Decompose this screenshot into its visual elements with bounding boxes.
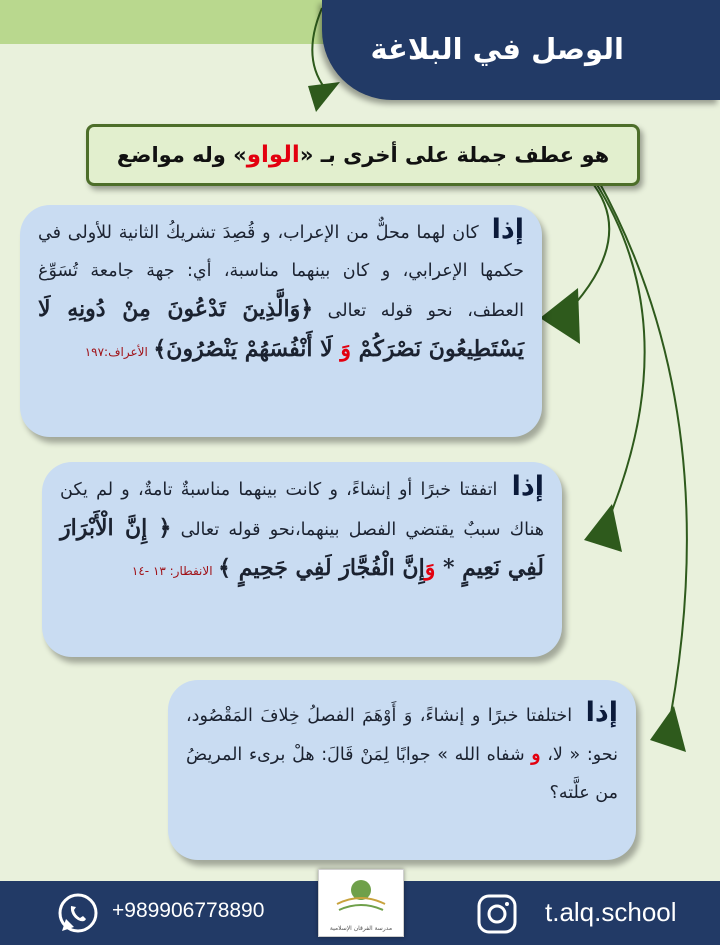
case-lead: إذا xyxy=(511,471,544,502)
definition-before: هو عطف جملة على أخرى بـ « xyxy=(299,143,610,167)
case-lead: إذا xyxy=(585,697,618,728)
arrowhead-icon xyxy=(650,706,686,752)
verse-reference: الأعراف:١٩٧ xyxy=(84,345,148,359)
definition-keyword: الواو xyxy=(246,142,300,168)
footer-bar xyxy=(0,881,720,945)
definition-after: » وله مواضع xyxy=(116,143,247,167)
case-red-waw: و xyxy=(531,743,541,765)
arrowhead-icon xyxy=(308,82,340,112)
phone-number[interactable]: +989906778890 xyxy=(112,899,265,922)
case-text: كان لهما محلٌّ من الإعراب، و قُصِدَ تشريكُ الثانية للأولى في حكمها الإعرابي، و كان بينهما مناسبة، أي: جهة جامعة تُسَوِّغ العطف، نحو قوله تعالى xyxy=(38,223,524,321)
case-card-1 xyxy=(20,205,542,437)
school-logo xyxy=(318,869,404,937)
instagram-handle[interactable]: t.alq.school xyxy=(545,897,677,927)
logo-emblem-icon xyxy=(319,870,403,920)
instagram-icon[interactable] xyxy=(474,891,520,937)
arrowhead-icon xyxy=(584,504,622,552)
case-text: اختلفتا خبرًا و إنشاءً، وَ أَوْهَمَ الفصلُ خِلافَ المَقْصُود، نحو: « لا، xyxy=(186,706,618,765)
case-card-3 xyxy=(168,680,636,860)
case-text-continued: شفاه الله » جوابًا لِمَنْ قَالَ: هلْ برىء المريضُ من علَّته؟ xyxy=(186,745,618,803)
logo-text: مدرسة الفرقان الإسلامية xyxy=(329,925,393,932)
quran-quote: ﴿وَالَّذِينَ تَدْعُونَ مِنْ دُونِهِ لَا يَسْتَطِيعُونَ نَصْرَكُمْ وَ لَا أَنْفُسَهُمْ يَنْصُرُونَ﴾ xyxy=(38,296,524,362)
case-lead: إذا xyxy=(491,214,524,245)
arrowhead-icon xyxy=(540,288,580,344)
case-text: اتفقتا خبرًا أو إنشاءً، و كانت بينهما مناسبةٌ تامةٌ، و لم يكن هناك سببٌ يقتضي الفصل بينهما،نحو قوله تعالى xyxy=(60,480,544,540)
quran-quote: ﴿ إِنَّ الْأَبْرَارَ لَفِي نَعِيمٍ * وَإِنَّ الْفُجَّارَ لَفِي جَحِيمٍ ﴾ xyxy=(60,515,544,581)
title-tab xyxy=(322,0,720,100)
page-title: الوصل في البلاغة xyxy=(370,32,624,66)
definition-box xyxy=(86,124,640,186)
case-card-2 xyxy=(42,462,562,657)
whatsapp-icon[interactable] xyxy=(56,891,100,935)
verse-reference: الانفطار: ١٣ -١٤ xyxy=(131,564,213,578)
